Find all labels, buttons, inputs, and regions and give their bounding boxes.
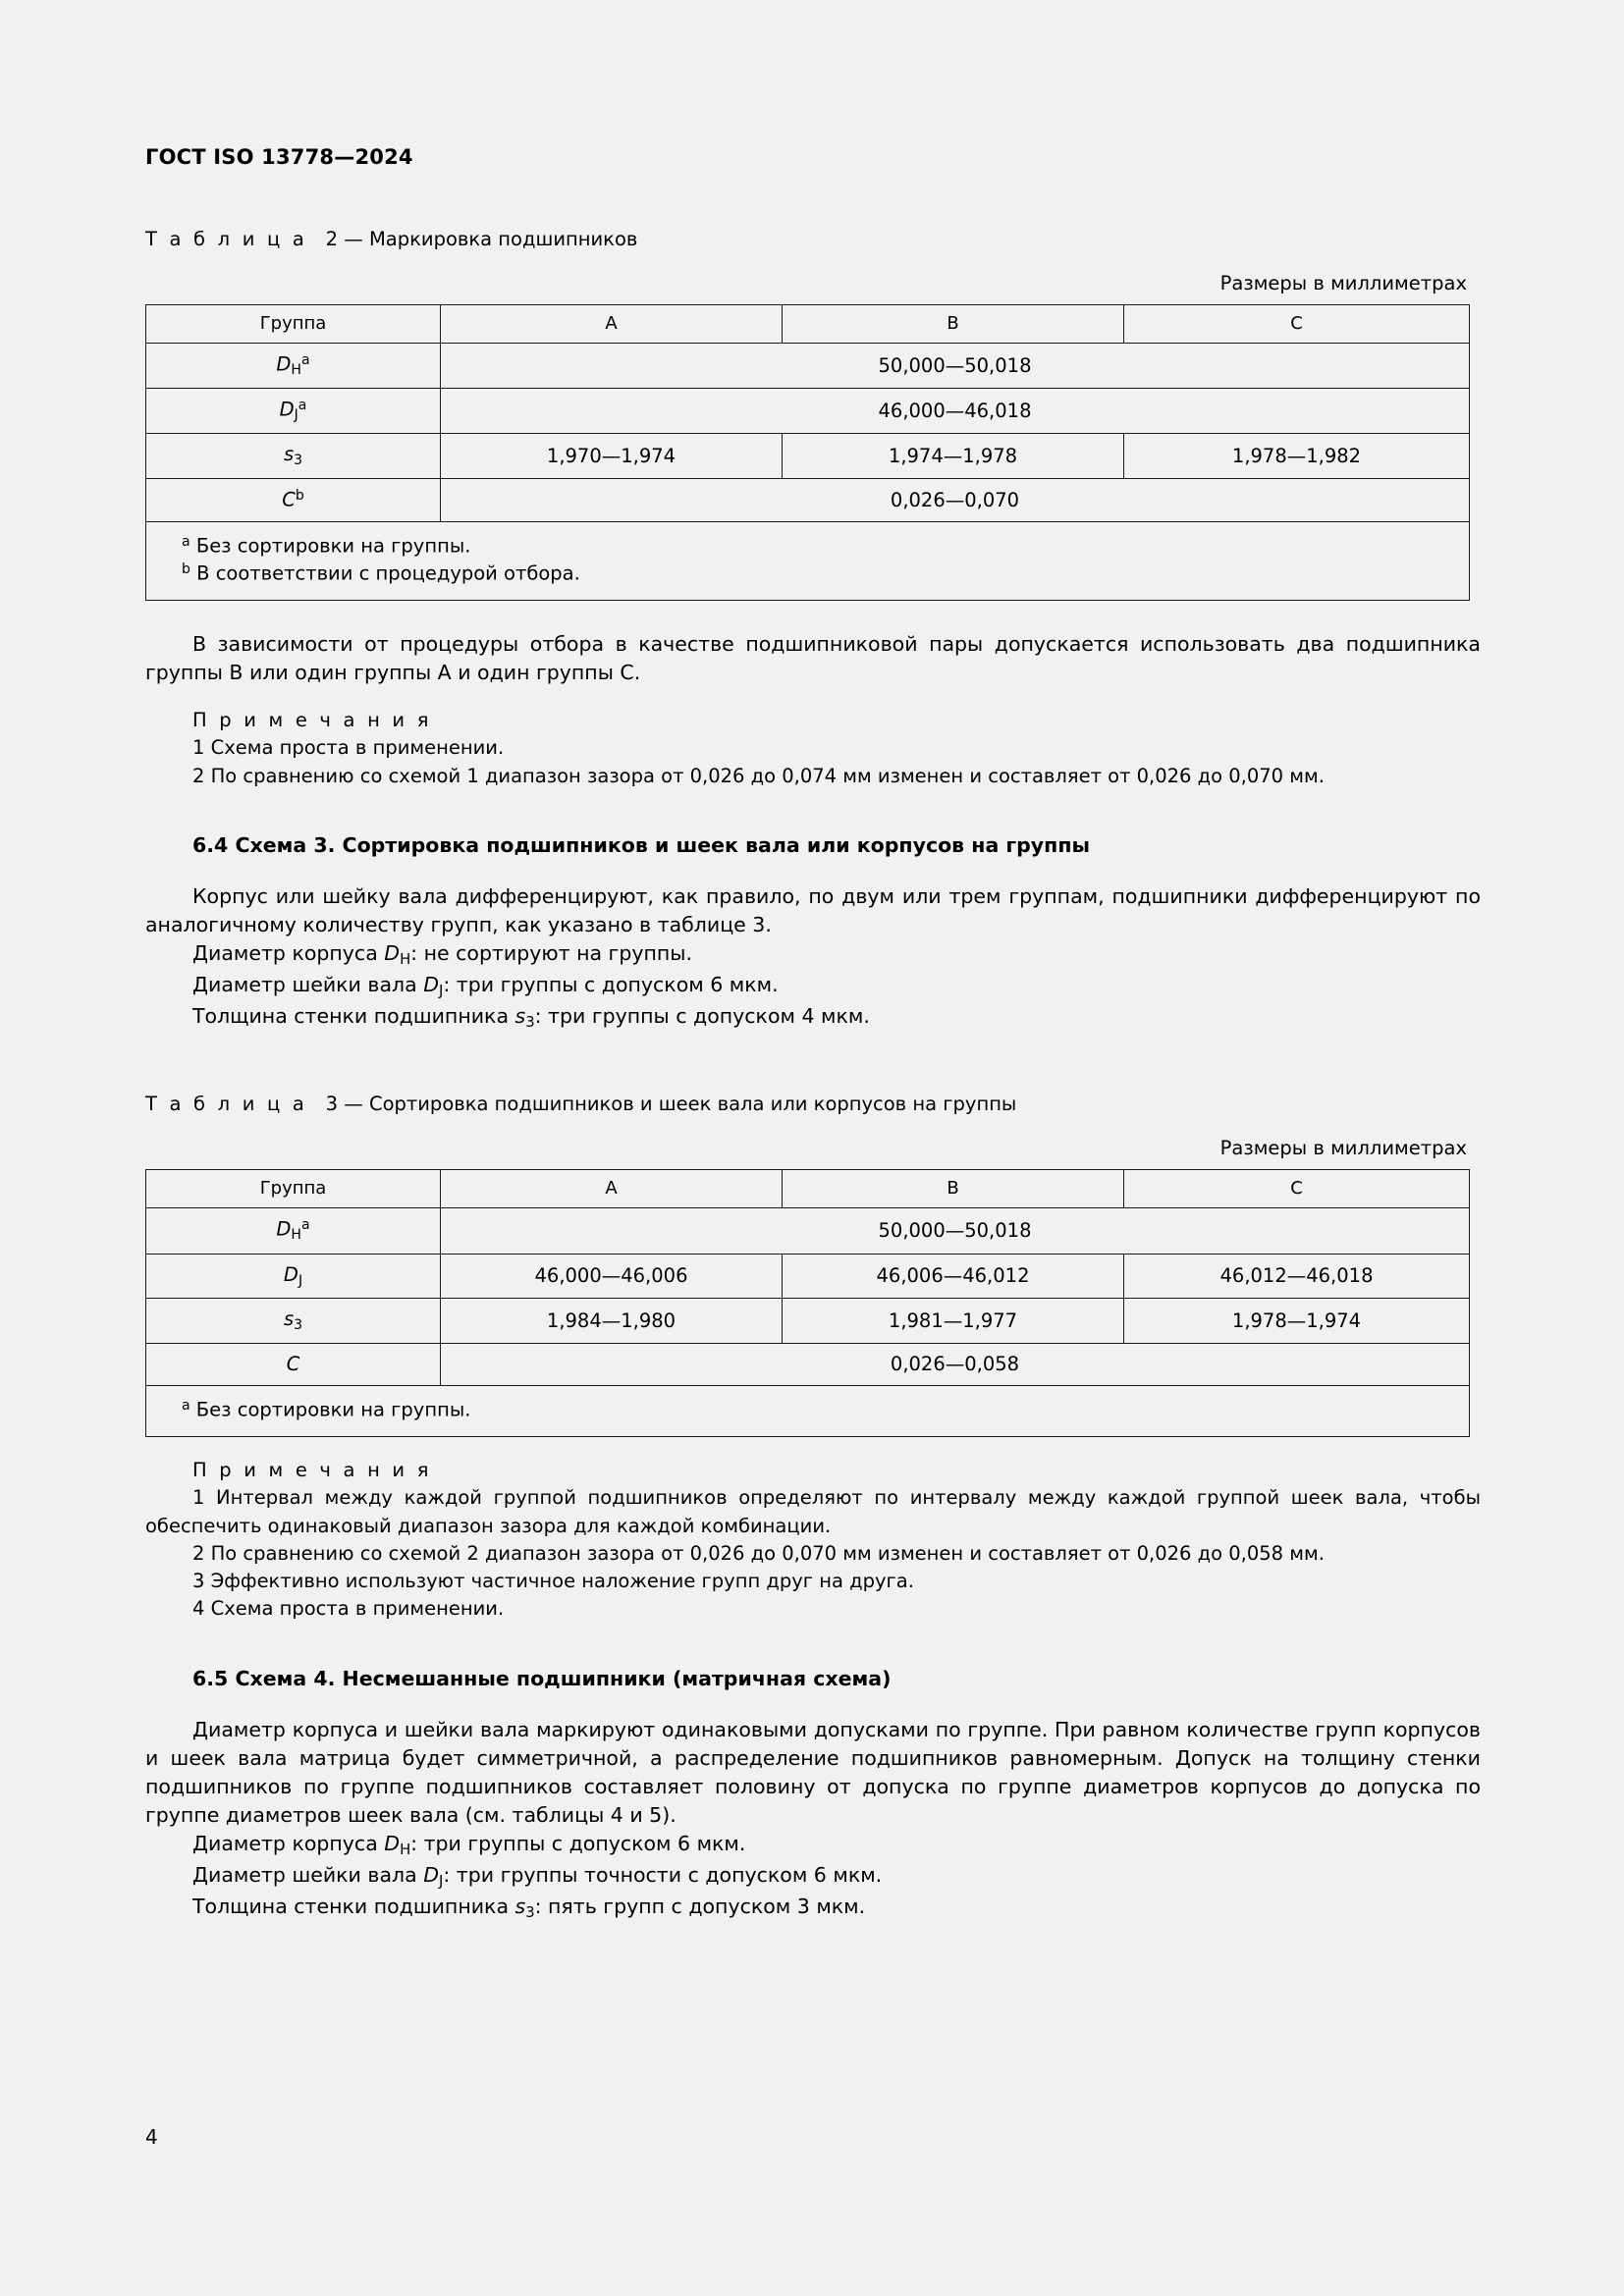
table2-col-c: C (1124, 305, 1470, 344)
notes-block-2 (145, 1457, 1481, 1624)
notes2-item-2: 2 По сравнению со схемой 2 диапазон зазора от 0,026 до 0,070 мм изменен и составляет от 0,026 до 0,058 мм. (192, 1541, 1325, 1565)
table2-caption-number: 2 (325, 228, 339, 250)
paragraph1-text: В зависимости от процедуры отбора в качестве подшипниковой пары допускается использовать два подшипника группы B или один группы A и один группы C. (145, 631, 1481, 684)
table-row (146, 1344, 1470, 1386)
table2-caption (145, 228, 1481, 250)
page-content (145, 0, 1481, 1924)
table2-footnote-b: $^b$ В соответствии с процедурой отбора. (182, 561, 580, 585)
table3-row2-label: $s_3$ (146, 1299, 441, 1344)
table3-footnote-a: $^а$ Без сортировки на группы. (182, 1398, 471, 1421)
table3-row0-value: 50,000—50,018 (441, 1208, 1470, 1254)
table2-row0-value: 50,000—50,018 (441, 344, 1470, 389)
table3-row1-label: $D_J$ (146, 1254, 441, 1299)
table2-row0-label: $D_H^a$ (146, 344, 441, 389)
section-6-5-line-1: Диаметр корпуса $D_H$: три группы с допуском 6 мкм. (192, 1832, 746, 1859)
section-6-4-heading: 6.4 Схема 3. Сортировка подшипников и шеек вала или корпусов на группы (192, 832, 1091, 857)
table-row (146, 1254, 1470, 1299)
section-6-5-paragraph: Диаметр корпуса и шейки вала маркируют одинаковыми допусками по группе. При равном количестве групп корпусов и шеек вала матрица будет симметричной, а распределение подшипников равномерным. Допуск на толщину стенки подшипников по группе подшипников составляет половину от допуска по группе диаметров корпусов до допуска по группе диаметров шеек вала (см. таблицы 4 и 5). (145, 1717, 1481, 1827)
table3-col-c: C (1124, 1170, 1470, 1208)
table2-col-a: A (441, 305, 783, 344)
table2-col-group: Группа (146, 305, 441, 344)
table2-row2-label: $s_3$ (146, 434, 441, 479)
section-6-4-line-3: Толщина стенки подшипника $s_3$: три группы с допуском 4 мкм. (192, 1004, 870, 1032)
section-6-4-line-2: Диаметр шейки вала $D_J$: три группы с допуском 6 мкм. (192, 973, 779, 1000)
section-6-5-line-3: Толщина стенки подшипника $s_3$: пять групп с допуском 3 мкм. (192, 1895, 866, 1922)
section-6-4-paragraph: Корпус или шейку вала дифференцируют, как правило, по двум или трем группам, подшипники дифференцируют по аналогичному количеству групп, как указано в таблице 3. (145, 883, 1481, 936)
table2-footnotes-row (146, 521, 1470, 600)
table3-row2-b: 1,981—1,977 (783, 1299, 1124, 1344)
table3-col-b: B (783, 1170, 1124, 1208)
table3 (145, 1169, 1470, 1437)
section-6-4-line-1: Диаметр корпуса $D_H$: не сортируют на группы. (192, 941, 692, 969)
table-row (146, 344, 1470, 389)
table3-caption-label: Т а б л и ц а (145, 1093, 308, 1116)
table2-row1-value: 46,000—46,018 (441, 389, 1470, 434)
table3-units: Размеры в миллиметрах (1219, 1137, 1467, 1160)
table2-row3-value: 0,026—0,070 (441, 479, 1470, 521)
notes2-title: П р и м е ч а н и я (192, 1458, 432, 1481)
table3-row3-label: C (146, 1344, 441, 1386)
table-row (146, 389, 1470, 434)
table2-col-b: B (783, 305, 1124, 344)
notes2-item-3: 3 Эффективно используют частичное наложение групп друг на друга. (192, 1570, 914, 1593)
table2-row2-a: 1,970—1,974 (441, 434, 783, 479)
table2-footnote-a: $^а$ Без сортировки на группы. (182, 533, 471, 558)
notes1-item-2: 2 По сравнению со схемой 1 диапазон зазора от 0,026 до 0,074 мм изменен и составляет от 0,026 до 0,070 мм. (192, 764, 1325, 787)
table2-row2-b: 1,974—1,978 (783, 434, 1124, 479)
table3-col-a: A (441, 1170, 783, 1208)
table2-footnotes (146, 521, 1470, 600)
document-header: ГОСТ ISO 13778—2024 (145, 145, 413, 169)
table3-header-row (146, 1170, 1470, 1208)
notes-block-1 (145, 707, 1481, 790)
table3-caption-title: — Сортировка подшипников и шеек вала или корпусов на группы (344, 1093, 1017, 1116)
notes1-title: П р и м е ч а н и я (192, 709, 432, 732)
section-6-5-line-2: Диаметр шейки вала $D_J$: три группы точности с допуском 6 мкм. (192, 1863, 883, 1891)
table2-caption-label: Т а б л и ц а (145, 228, 308, 250)
table3-row2-a: 1,984—1,980 (441, 1299, 783, 1344)
notes2-item-4: 4 Схема проста в применении. (192, 1597, 505, 1621)
table2-row3-label: $C^b$ (146, 479, 441, 521)
table2-caption-title: — Маркировка подшипников (344, 228, 638, 250)
table3-caption (145, 1093, 1481, 1115)
table3-row1-c: 46,012—46,018 (1124, 1254, 1470, 1299)
section-6-5-body (145, 1716, 1481, 1925)
table3-row2-c: 1,978—1,974 (1124, 1299, 1470, 1344)
table-row (146, 1208, 1470, 1254)
table2-row2-c: 1,978—1,982 (1124, 434, 1470, 479)
table2-header-row (146, 305, 1470, 344)
notes1-item-1: 1 Схема проста в применении. (192, 736, 505, 760)
table-row (146, 1299, 1470, 1344)
table-row (146, 479, 1470, 521)
table3-row3-value: 0,026—0,058 (441, 1344, 1470, 1386)
table3-row1-a: 46,000—46,006 (441, 1254, 783, 1299)
page-number: 4 (145, 2125, 158, 2149)
table3-footnotes (146, 1386, 1470, 1437)
section-6-4-body (145, 882, 1481, 1034)
table3-footnotes-row (146, 1386, 1470, 1437)
table3-row0-label: $D_H^a$ (146, 1208, 441, 1254)
table3-col-group: Группа (146, 1170, 441, 1208)
notes2-item-1: 1 Интервал между каждой группой подшипников определяют по интервалу между каждой группой шеек вала, чтобы обеспечить одинаковый диапазон зазора для каждой комбинации. (145, 1486, 1481, 1537)
table2-row1-label: $D_J^a$ (146, 389, 441, 434)
section-6-5-heading: 6.5 Схема 4. Несмешанные подшипники (матричная схема) (192, 1666, 892, 1690)
paragraph-selection-procedure (145, 630, 1481, 687)
table3-row1-b: 46,006—46,012 (783, 1254, 1124, 1299)
table3-caption-number: 3 (325, 1093, 339, 1116)
table2 (145, 304, 1470, 601)
table2-units: Размеры в миллиметрах (1219, 272, 1467, 294)
table-row (146, 434, 1470, 479)
